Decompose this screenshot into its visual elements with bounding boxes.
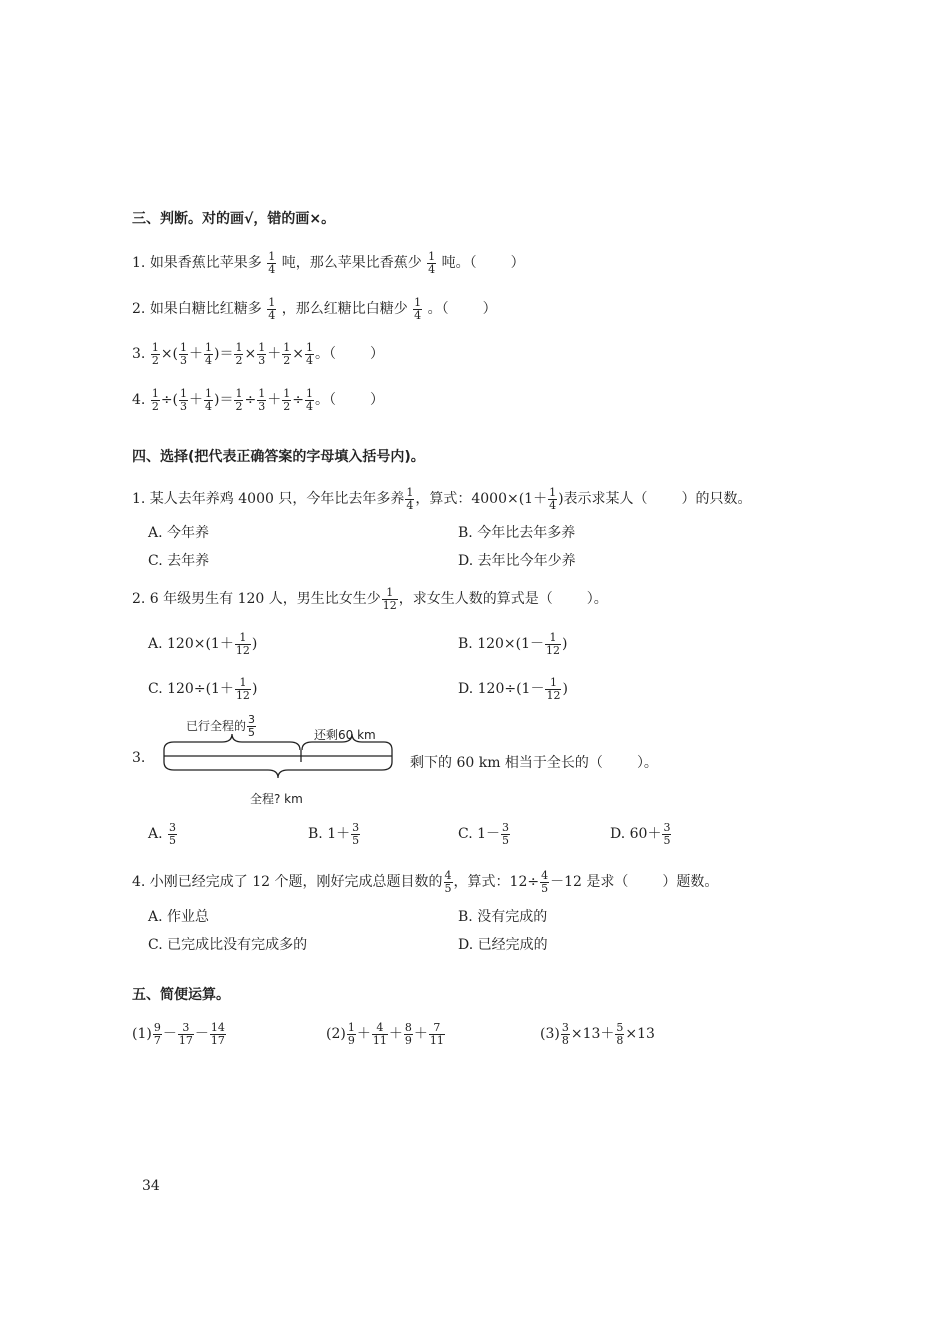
section4-q2	[132, 584, 608, 614]
fraction: $\frac{1}{2}$	[235, 340, 243, 367]
fraction: $\frac{1}{4}$	[428, 249, 436, 276]
section3-q1	[132, 248, 525, 278]
q-text: ）题数。	[662, 874, 719, 890]
q-text: ，算式：12÷	[453, 874, 540, 890]
q-number: 3.	[132, 750, 146, 766]
fraction: $\frac{1}{2}$	[151, 340, 159, 367]
option-a[interactable]: A. $\frac{3}{5}$	[148, 820, 177, 847]
fraction: $\frac{4}{11}$	[372, 1020, 387, 1047]
q-number: 4.	[132, 392, 146, 408]
fraction: $\frac{1}{12}$	[235, 630, 250, 657]
label-traveled: 已行全程的 $\frac{3}{5}$	[186, 713, 256, 739]
fraction: $\frac{1}{4}$	[305, 386, 313, 413]
fraction: $\frac{8}{9}$	[404, 1020, 412, 1047]
option-d[interactable]: D. 去年比今年少养	[458, 553, 576, 569]
operator: ＋	[267, 392, 282, 408]
q-text: ）	[482, 301, 497, 317]
section3-title: 三、判断。对的画√，错的画×。	[132, 211, 336, 227]
section3-q3	[132, 339, 384, 369]
fraction: $\frac{1}{4}$	[205, 340, 213, 367]
option-c[interactable]: C. 120÷(1＋ $\frac{1}{12}$ )	[148, 675, 258, 702]
fraction: $\frac{1}{4}$	[549, 485, 557, 512]
fraction: $\frac{1}{3}$	[258, 386, 266, 413]
fraction: $\frac{14}{17}$	[210, 1020, 225, 1047]
q-text: ）的只数。	[681, 491, 752, 507]
q-text: 如果香蕉比苹果多	[149, 255, 262, 271]
brace-total	[164, 762, 392, 778]
q-number: 2.	[132, 301, 146, 317]
q-number: 3.	[132, 346, 146, 362]
fraction: $\frac{4}{5}$	[541, 868, 549, 895]
calc-problem-1: (1) $\frac{9}{7}$ － $\frac{3}{17}$ － $\frac{14}{17}$	[132, 1020, 225, 1047]
q-text: －12 是求（	[550, 874, 629, 890]
q-text: 如果白糖比红糖多	[149, 301, 262, 317]
fraction: $\frac{4}{5}$	[444, 868, 452, 895]
fraction: $\frac{3}{8}$	[561, 1020, 569, 1047]
operator: ×(	[160, 346, 179, 362]
q-text: 吨，那么苹果比香蕉少	[281, 255, 422, 271]
operator: ＋	[189, 346, 204, 362]
section4-q4	[132, 867, 718, 897]
option-d[interactable]: D. 60＋ $\frac{3}{5}$	[610, 820, 671, 847]
fraction: $\frac{3}{5}$	[663, 820, 671, 847]
fraction: $\frac{7}{11}$	[429, 1020, 444, 1047]
option-b[interactable]: B. 120×(1－ $\frac{1}{12}$ )	[458, 630, 568, 657]
fraction: $\frac{3}{17}$	[178, 1020, 193, 1047]
q-text: 剩下的 60 km 相当于全长的（ ）。	[410, 755, 658, 771]
q-text: 。（	[314, 392, 336, 408]
q-text: ，那么红糖比白糖少	[281, 301, 408, 317]
operator: ÷(	[160, 392, 179, 408]
q-text: ）	[369, 346, 384, 362]
option-b[interactable]: B. 没有完成的	[458, 909, 548, 925]
fraction: $\frac{3}{5}$	[248, 713, 256, 739]
q-text: 2. 6 年级男生有 120 人，男生比女生少	[132, 591, 381, 607]
fraction: $\frac{1}{3}$	[180, 340, 188, 367]
fraction: $\frac{9}{7}$	[153, 1020, 161, 1047]
q-text: )表示求某人（	[558, 491, 648, 507]
q-text: ，求女生人数的算式是（	[398, 591, 553, 607]
q-text: ，算式：4000×(1＋	[415, 491, 548, 507]
fraction: $\frac{1}{4}$	[414, 295, 422, 322]
option-c[interactable]: C. 去年养	[148, 553, 210, 569]
option-a[interactable]: A. 120×(1＋ $\frac{1}{12}$ )	[148, 630, 258, 657]
q-text: 。（	[427, 301, 449, 317]
fraction: $\frac{1}{3}$	[180, 386, 188, 413]
operator: ×	[292, 346, 304, 362]
fraction: $\frac{1}{12}$	[546, 675, 561, 702]
calc-problem-3: (3) $\frac{3}{8}$ ×13＋ $\frac{5}{8}$ ×13	[540, 1020, 655, 1047]
section4-title: 四、选择(把代表正确答案的字母填入括号内)。	[132, 449, 425, 465]
q-text: ）	[510, 255, 525, 271]
q-text: ）	[369, 392, 384, 408]
option-a[interactable]: A. 作业总	[148, 909, 210, 925]
option-b[interactable]: B. 1＋ $\frac{3}{5}$	[308, 820, 360, 847]
fraction: $\frac{1}{9}$	[347, 1020, 355, 1047]
option-d[interactable]: D. 已经完成的	[458, 937, 548, 953]
section4-q1	[132, 484, 752, 514]
fraction: $\frac{1}{3}$	[258, 340, 266, 367]
label-remaining: 还剩60 km	[314, 728, 376, 742]
q-text: 吨。（	[441, 255, 477, 271]
fraction: $\frac{1}{4}$	[268, 295, 276, 322]
operator: ×	[244, 346, 257, 362]
section3-q2	[132, 294, 497, 324]
fraction: $\frac{1}{2}$	[283, 386, 291, 413]
section5-title: 五、简便运算。	[132, 987, 230, 1003]
option-c[interactable]: C. 1－ $\frac{3}{5}$	[458, 820, 510, 847]
fraction: $\frac{1}{12}$	[382, 585, 397, 612]
fraction: $\frac{5}{8}$	[616, 1020, 624, 1047]
fraction: $\frac{3}{5}$	[169, 820, 177, 847]
operator: ÷	[244, 392, 257, 408]
operator: )＝	[214, 346, 234, 362]
operator: ＋	[267, 346, 282, 362]
operator: ÷	[292, 392, 304, 408]
calc-problem-2: (2) $\frac{1}{9}$ ＋ $\frac{4}{11}$ ＋ $\frac{8}{9}$ ＋ $\frac{7}{11}$	[326, 1020, 444, 1047]
fraction: $\frac{1}{12}$	[546, 630, 561, 657]
fraction: $\frac{1}{2}$	[283, 340, 291, 367]
operator: )＝	[214, 392, 234, 408]
fraction: $\frac{3}{5}$	[352, 820, 360, 847]
fraction: $\frac{1}{2}$	[151, 386, 159, 413]
option-a[interactable]: A. 今年养	[148, 525, 210, 541]
q-text: 4. 小刚已经完成了 12 个题，刚好完成总题目数的	[132, 874, 443, 890]
q-text: 。（	[314, 346, 336, 362]
fraction: $\frac{1}{12}$	[235, 675, 250, 702]
option-d[interactable]: D. 120÷(1－ $\frac{1}{12}$ )	[458, 675, 568, 702]
option-c[interactable]: C. 已完成比没有完成多的	[148, 937, 308, 953]
page-number: 34	[142, 1178, 160, 1194]
section3-q4	[132, 385, 384, 415]
fraction: $\frac{1}{4}$	[406, 485, 414, 512]
fraction: $\frac{3}{5}$	[502, 820, 510, 847]
fraction: $\frac{1}{2}$	[235, 386, 243, 413]
q-text: ）。	[586, 591, 608, 607]
fraction: $\frac{1}{4}$	[268, 249, 276, 276]
label-total: 全程? km	[250, 792, 303, 806]
operator: ＋	[189, 392, 204, 408]
fraction: $\frac{1}{4}$	[205, 386, 213, 413]
option-b[interactable]: B. 今年比去年多养	[458, 525, 576, 541]
q-text: 1. 某人去年养鸡 4000 只，今年比去年多养	[132, 491, 405, 507]
section4-q3	[132, 712, 732, 812]
q-number: 1.	[132, 255, 146, 271]
fraction: $\frac{1}{4}$	[305, 340, 313, 367]
